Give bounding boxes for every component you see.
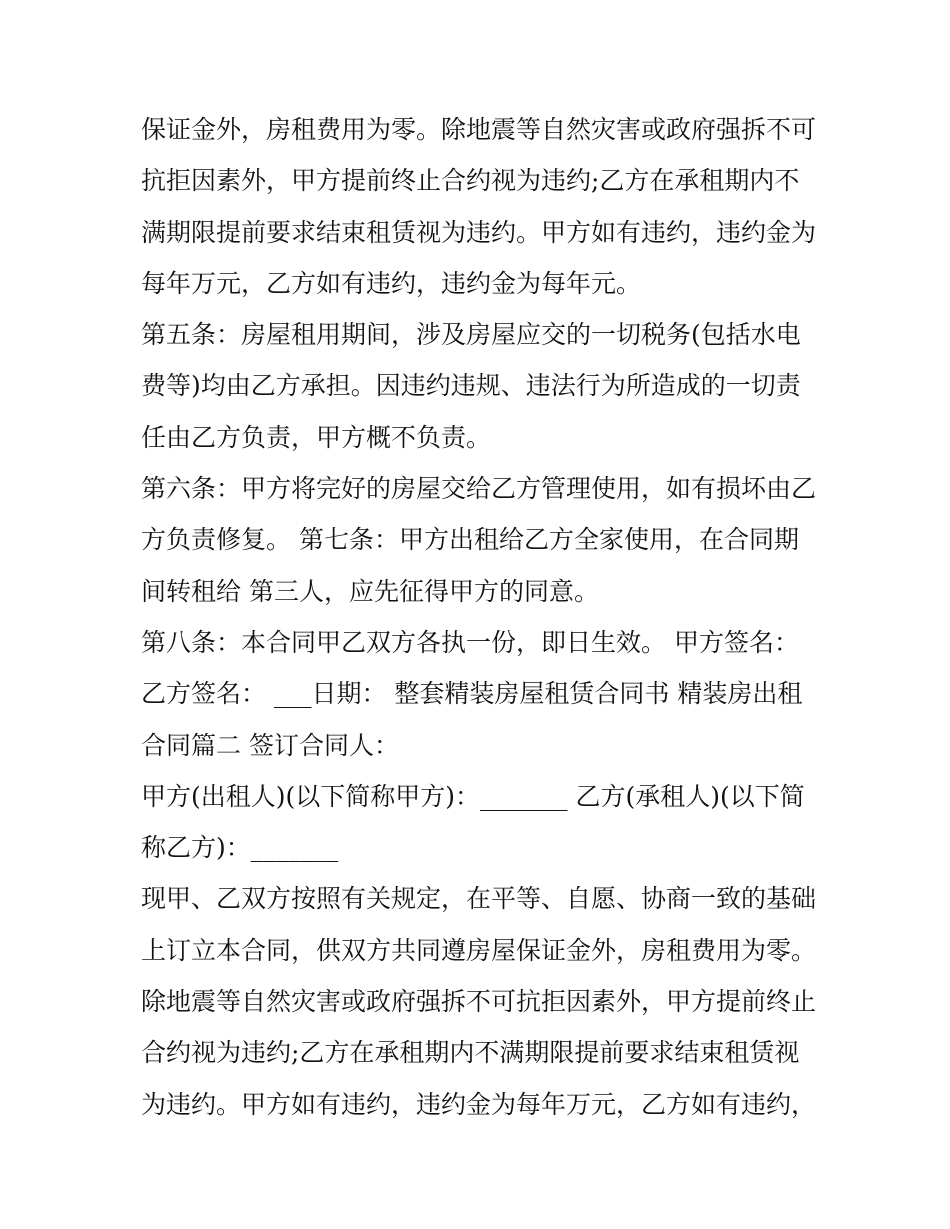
- text-line: 称乙方)：_______: [141, 833, 339, 863]
- article-5-line: 第五条：房屋租用期间，涉及房屋应交的一切税务(包括水电: [141, 320, 801, 350]
- text-line: 方负责修复。 第七条：甲方出租给乙方全家使用，在合同期: [141, 525, 799, 555]
- text-line: 每年万元，乙方如有违约，违约金为每年元。: [141, 268, 642, 298]
- signature-line: 乙方签名： ___日期： 整套精装房屋租赁合同书 精装房出租: [141, 679, 803, 709]
- text-line: 保证金外，房租费用为零。除地震等自然灾害或政府强拆不可: [141, 115, 817, 144]
- text-line: 费等)均由乙方承担。因违约违规、违法行为所造成的一切责: [141, 371, 801, 401]
- article-6-line: 第六条：甲方将完好的房屋交给乙方管理使用，如有损坏由乙: [141, 474, 817, 504]
- text-line: 合约视为违约;乙方在承租期内不满期限提前要求结束租赁视: [141, 1038, 800, 1068]
- text-line: 抗拒因素外，甲方提前终止合约视为违约;乙方在承租期内不: [141, 166, 800, 196]
- text-line: 为违约。甲方如有违约，违约金为每年万元，乙方如有违约，: [141, 1089, 817, 1119]
- article-8-line: 第八条：本合同甲乙双方各执一份，即日生效。 甲方签名：: [141, 627, 799, 657]
- text-line: 合同篇二 签订合同人：: [141, 730, 399, 760]
- contract-body: [141, 104, 821, 1130]
- text-line: 现甲、乙双方按照有关规定，在平等、自愿、协商一致的基础: [141, 884, 817, 914]
- text-line: 除地震等自然灾害或政府强拆不可抗拒因素外，甲方提前终止: [141, 987, 817, 1017]
- text-line: 满期限提前要求结束租赁视为违约。甲方如有违约，违约金为: [141, 217, 817, 247]
- text-line: 间转租给 第三人，应先征得甲方的同意。: [141, 576, 599, 606]
- text-line: 上订立本合同，供双方共同遵房屋保证金外，房租费用为零。: [141, 935, 817, 965]
- party-line: 甲方(出租人)(以下简称甲方)：_______ 乙方(承租人)(以下简: [141, 781, 805, 811]
- text-line: 任由乙方负责，甲方概不负责。: [141, 422, 492, 452]
